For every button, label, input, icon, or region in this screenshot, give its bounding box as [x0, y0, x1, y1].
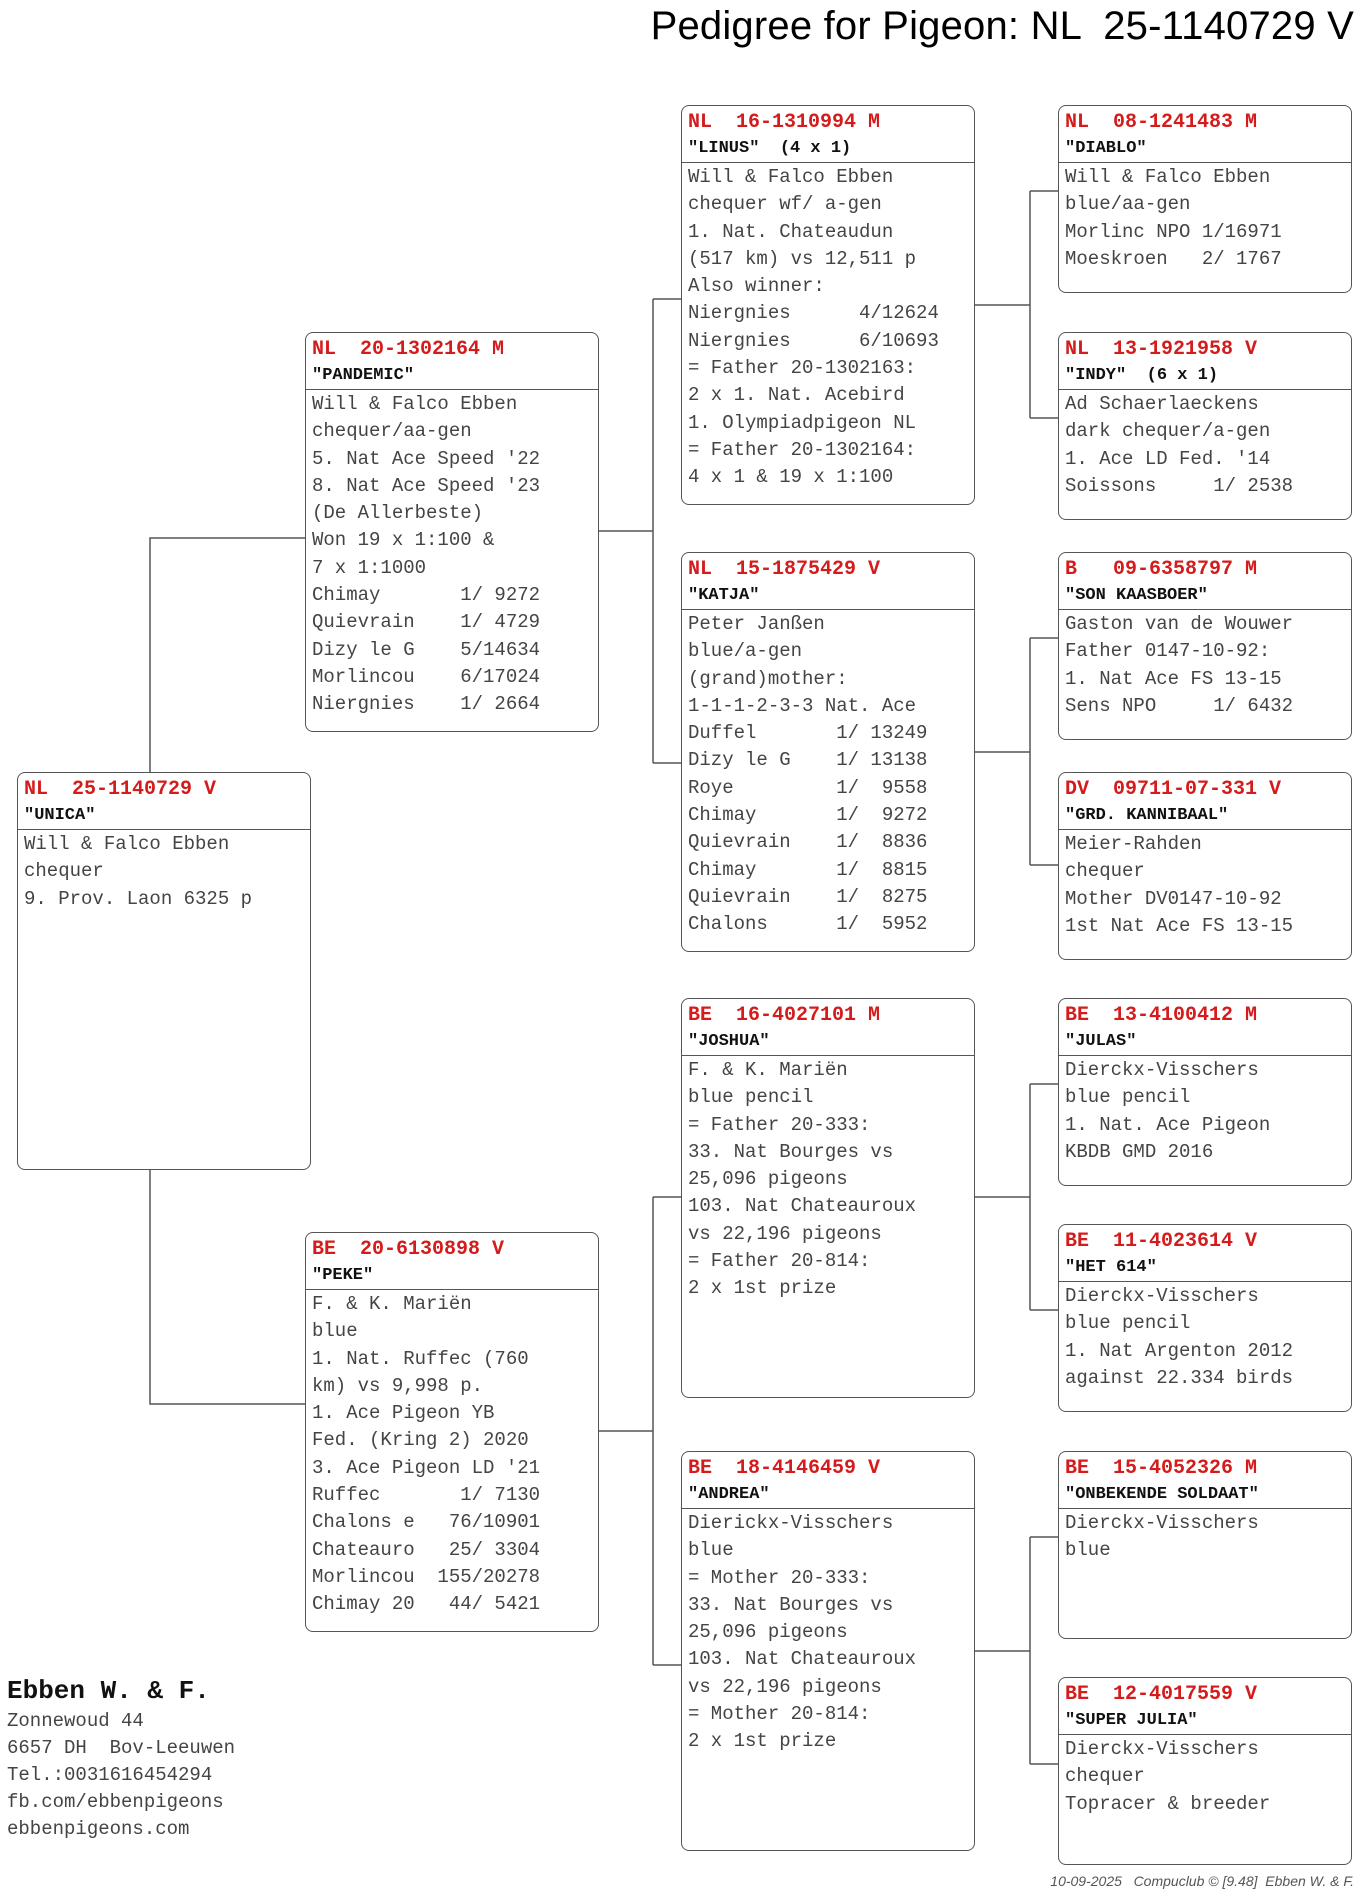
- info-line: Duffel 1/ 13249: [688, 722, 928, 745]
- breeder-info: [7, 1674, 235, 1843]
- pigeon-name: "ONBEKENDE SOLDAAT": [1059, 1482, 1351, 1509]
- breeder-name: Ebben W. & F.: [7, 1676, 210, 1706]
- info-line: chequer/aa-gen: [312, 420, 472, 443]
- pigeon-name: "GRD. KANNIBAAL": [1059, 803, 1351, 830]
- info-line: Father 0147-10-92:: [1065, 640, 1271, 663]
- info-line: Ruffec 1/ 7130: [312, 1484, 541, 1507]
- info-line: = Father 20-1302164:: [688, 438, 917, 461]
- ring-number: NL 20-1302164 M: [312, 338, 505, 361]
- pigeon-name: "PEKE": [306, 1263, 598, 1290]
- pigeon-name: "PANDEMIC": [306, 363, 598, 390]
- info-line: 1. Nat Argenton 2012: [1065, 1339, 1294, 1362]
- info-line: Ad Schaerlaeckens: [1065, 393, 1259, 415]
- info-line: Won 19 x 1:100 &: [312, 529, 495, 552]
- info-line: blue pencil: [1065, 1312, 1191, 1335]
- info-line: 103. Nat Chateauroux: [688, 1648, 917, 1671]
- info-line: Morlinc NPO 1/16971: [1065, 220, 1282, 243]
- info-line: Fed. (Kring 2) 2020: [312, 1429, 529, 1452]
- info-line: Topracer & breeder: [1065, 1792, 1271, 1815]
- pigeon-card-dam-sire[interactable]: [681, 998, 975, 1398]
- info-line: 2 x 1. Nat. Acebird: [688, 384, 905, 407]
- info-line: 5. Nat Ace Speed '22: [312, 447, 541, 470]
- info-line: against 22.334 birds: [1065, 1366, 1294, 1389]
- breeder-postcode: 6657 DH Bov-Leeuwen: [7, 1737, 236, 1759]
- info-line: 1. Ace Pigeon YB: [312, 1402, 495, 1425]
- pigeon-name: "LINUS" (4 x 1): [682, 136, 974, 163]
- info-line: Dizy le G 1/ 13138: [688, 749, 928, 772]
- info-line: Meier-Rahden: [1065, 833, 1202, 855]
- info-line: 1. Nat. Ruffec (760: [312, 1347, 529, 1370]
- info-line: km) vs 9,998 p.: [312, 1374, 484, 1397]
- info-line: blue: [1065, 1539, 1111, 1562]
- info-line: chequer wf/ a-gen: [688, 193, 882, 216]
- info-line: Niergnies 6/10693: [688, 329, 939, 352]
- info-line: Soissons 1/ 2538: [1065, 474, 1294, 497]
- info-line: Quievrain 1/ 8836: [688, 831, 928, 854]
- info-line: 1. Nat. Chateaudun: [688, 220, 894, 243]
- info-line: blue/a-gen: [688, 640, 803, 663]
- pigeon-card-gen4-4[interactable]: [1058, 772, 1352, 960]
- info-line: dark chequer/a-gen: [1065, 420, 1271, 443]
- pigeon-card-subject[interactable]: [17, 772, 311, 1170]
- info-line: 1. Ace LD Fed. '14: [1065, 447, 1271, 470]
- pigeon-name: "KATJA": [682, 583, 974, 610]
- info-line: 2 x 1st prize: [688, 1277, 837, 1300]
- pigeon-card-sire-dam[interactable]: [681, 552, 975, 952]
- info-line: Dierckx-Visschers: [1065, 1059, 1259, 1081]
- info-line: 4 x 1 & 19 x 1:100: [688, 466, 894, 489]
- info-line: Chimay 1/ 9272: [312, 584, 541, 607]
- ring-number: BE 12-4017559 V: [1065, 1683, 1258, 1706]
- info-line: Roye 1/ 9558: [688, 776, 928, 799]
- breeder-facebook-link[interactable]: fb.com/ebbenpigeons: [7, 1791, 224, 1813]
- ring-number: NL 13-1921958 V: [1065, 338, 1258, 361]
- ring-number: DV 09711-07-331 V: [1065, 778, 1282, 801]
- pigeon-card-sire[interactable]: [305, 332, 599, 732]
- ring-number: BE 15-4052326 M: [1065, 1457, 1258, 1480]
- info-line: 25,096 pigeons: [688, 1168, 848, 1191]
- info-line: Will & Falco Ebben: [312, 393, 518, 415]
- info-line: Chateauro 25/ 3304: [312, 1538, 541, 1561]
- ring-number: NL 25-1140729 V: [24, 778, 217, 801]
- ring-number: BE 20-6130898 V: [312, 1238, 505, 1261]
- info-line: Niergnies 4/12624: [688, 302, 939, 325]
- ring-number: BE 16-4027101 M: [688, 1004, 881, 1027]
- info-line: Peter Janßen: [688, 613, 825, 635]
- info-line: F. & K. Mariën: [312, 1293, 472, 1315]
- info-line: Morlincou 6/17024: [312, 665, 541, 688]
- info-line: (De Allerbeste): [312, 502, 484, 525]
- ring-number: NL 16-1310994 M: [688, 111, 881, 134]
- pigeon-card-gen4-7[interactable]: [1058, 1451, 1352, 1639]
- pigeon-name: "ANDREA": [682, 1482, 974, 1509]
- pigeon-name: "JOSHUA": [682, 1029, 974, 1056]
- page-title: Pedigree for Pigeon: NL 25-1140729 V: [650, 4, 1354, 48]
- info-line: blue pencil: [688, 1086, 814, 1109]
- pigeon-name: "SON KAASBOER": [1059, 583, 1351, 610]
- info-line: Also winner:: [688, 275, 825, 298]
- info-line: Sens NPO 1/ 6432: [1065, 694, 1294, 717]
- pigeon-card-gen4-5[interactable]: [1058, 998, 1352, 1186]
- pigeon-card-sire-sire[interactable]: [681, 105, 975, 505]
- info-line: 1-1-1-2-3-3 Nat. Ace: [688, 694, 917, 717]
- info-line: (517 km) vs 12,511 p: [688, 247, 917, 270]
- info-line: Will & Falco Ebben: [1065, 166, 1271, 188]
- info-line: Will & Falco Ebben: [688, 166, 894, 188]
- info-line: 33. Nat Bourges vs: [688, 1140, 894, 1163]
- info-line: = Father 20-814:: [688, 1250, 871, 1273]
- info-line: 1. Olympiadpigeon NL: [688, 411, 917, 434]
- info-line: chequer: [1065, 1765, 1145, 1788]
- info-line: Dierckx-Visschers: [1065, 1738, 1259, 1760]
- info-line: F. & K. Mariën: [688, 1059, 848, 1081]
- ring-number: BE 13-4100412 M: [1065, 1004, 1258, 1027]
- info-line: = Father 20-333:: [688, 1113, 871, 1136]
- info-line: blue pencil: [1065, 1086, 1191, 1109]
- info-line: Chimay 20 44/ 5421: [312, 1593, 541, 1616]
- info-line: Morlincou 155/20278: [312, 1565, 541, 1588]
- info-line: blue/aa-gen: [1065, 193, 1191, 216]
- info-line: Chimay 1/ 8815: [688, 858, 928, 881]
- info-line: = Mother 20-333:: [688, 1566, 871, 1589]
- info-line: (grand)mother:: [688, 667, 848, 690]
- pigeon-card-gen4-2[interactable]: [1058, 332, 1352, 520]
- info-line: Dizy le G 5/14634: [312, 638, 541, 661]
- info-line: Will & Falco Ebben: [24, 833, 230, 855]
- pigeon-name: "UNICA": [18, 803, 310, 830]
- info-line: Chalons e 76/10901: [312, 1511, 541, 1534]
- info-line: Moeskroen 2/ 1767: [1065, 247, 1282, 270]
- info-line: = Father 20-1302163:: [688, 357, 917, 380]
- info-line: 2 x 1st prize: [688, 1730, 837, 1753]
- info-line: 33. Nat Bourges vs: [688, 1593, 894, 1616]
- info-line: chequer: [24, 860, 104, 883]
- pigeon-name: "HET 614": [1059, 1255, 1351, 1282]
- info-line: 7 x 1:1000: [312, 556, 427, 579]
- pigeon-name: "DIABLO": [1059, 136, 1351, 163]
- breeder-website-link[interactable]: ebbenpigeons.com: [7, 1818, 190, 1840]
- pigeon-name: "JULAS": [1059, 1029, 1351, 1056]
- info-line: Dierickx-Visschers: [688, 1512, 894, 1534]
- pigeon-card-gen4-3[interactable]: [1058, 552, 1352, 740]
- breeder-phone: Tel.:0031616454294: [7, 1764, 213, 1786]
- info-line: Quievrain 1/ 4729: [312, 611, 541, 634]
- info-line: Gaston van de Wouwer: [1065, 613, 1294, 635]
- ring-number: NL 08-1241483 M: [1065, 111, 1258, 134]
- info-line: Mother DV0147-10-92: [1065, 887, 1282, 910]
- info-line: vs 22,196 pigeons: [688, 1675, 882, 1698]
- pigeon-name: "INDY" (6 x 1): [1059, 363, 1351, 390]
- info-line: Dierckx-Visschers: [1065, 1285, 1259, 1307]
- info-line: 25,096 pigeons: [688, 1621, 848, 1644]
- info-line: = Mother 20-814:: [688, 1703, 871, 1726]
- info-line: 1. Nat. Ace Pigeon: [1065, 1113, 1271, 1136]
- info-line: chequer: [1065, 860, 1145, 883]
- ring-number: B 09-6358797 M: [1065, 558, 1258, 581]
- pigeon-card-gen4-8[interactable]: [1058, 1677, 1352, 1865]
- pigeon-card-gen4-1[interactable]: [1058, 105, 1352, 293]
- info-line: Chimay 1/ 9272: [688, 804, 928, 827]
- ring-number: BE 11-4023614 V: [1065, 1230, 1258, 1253]
- pigeon-card-dam[interactable]: [305, 1232, 599, 1632]
- info-line: 1. Nat Ace FS 13-15: [1065, 667, 1282, 690]
- info-line: 9. Prov. Laon 6325 p: [24, 887, 253, 910]
- info-line: 1st Nat Ace FS 13-15: [1065, 914, 1294, 937]
- pigeon-name: "SUPER JULIA": [1059, 1708, 1351, 1735]
- info-line: KBDB GMD 2016: [1065, 1140, 1214, 1163]
- info-line: Dierckx-Visschers: [1065, 1512, 1259, 1534]
- pigeon-card-gen4-6[interactable]: [1058, 1224, 1352, 1412]
- breeder-address: Zonnewoud 44: [7, 1710, 144, 1732]
- info-line: Quievrain 1/ 8275: [688, 885, 928, 908]
- info-line: 103. Nat Chateauroux: [688, 1195, 917, 1218]
- info-line: 3. Ace Pigeon LD '21: [312, 1456, 541, 1479]
- pigeon-card-dam-dam[interactable]: [681, 1451, 975, 1851]
- info-line: blue: [312, 1320, 358, 1343]
- info-line: vs 22,196 pigeons: [688, 1222, 882, 1245]
- info-line: Niergnies 1/ 2664: [312, 693, 541, 716]
- info-line: 8. Nat Ace Speed '23: [312, 474, 541, 497]
- ring-number: NL 15-1875429 V: [688, 558, 881, 581]
- info-line: Chalons 1/ 5952: [688, 913, 928, 936]
- ring-number: BE 18-4146459 V: [688, 1457, 881, 1480]
- footer-credits: 10-09-2025 Compuclub © [9.48] Ebben W. & F.: [1050, 1873, 1354, 1889]
- info-line: blue: [688, 1539, 734, 1562]
